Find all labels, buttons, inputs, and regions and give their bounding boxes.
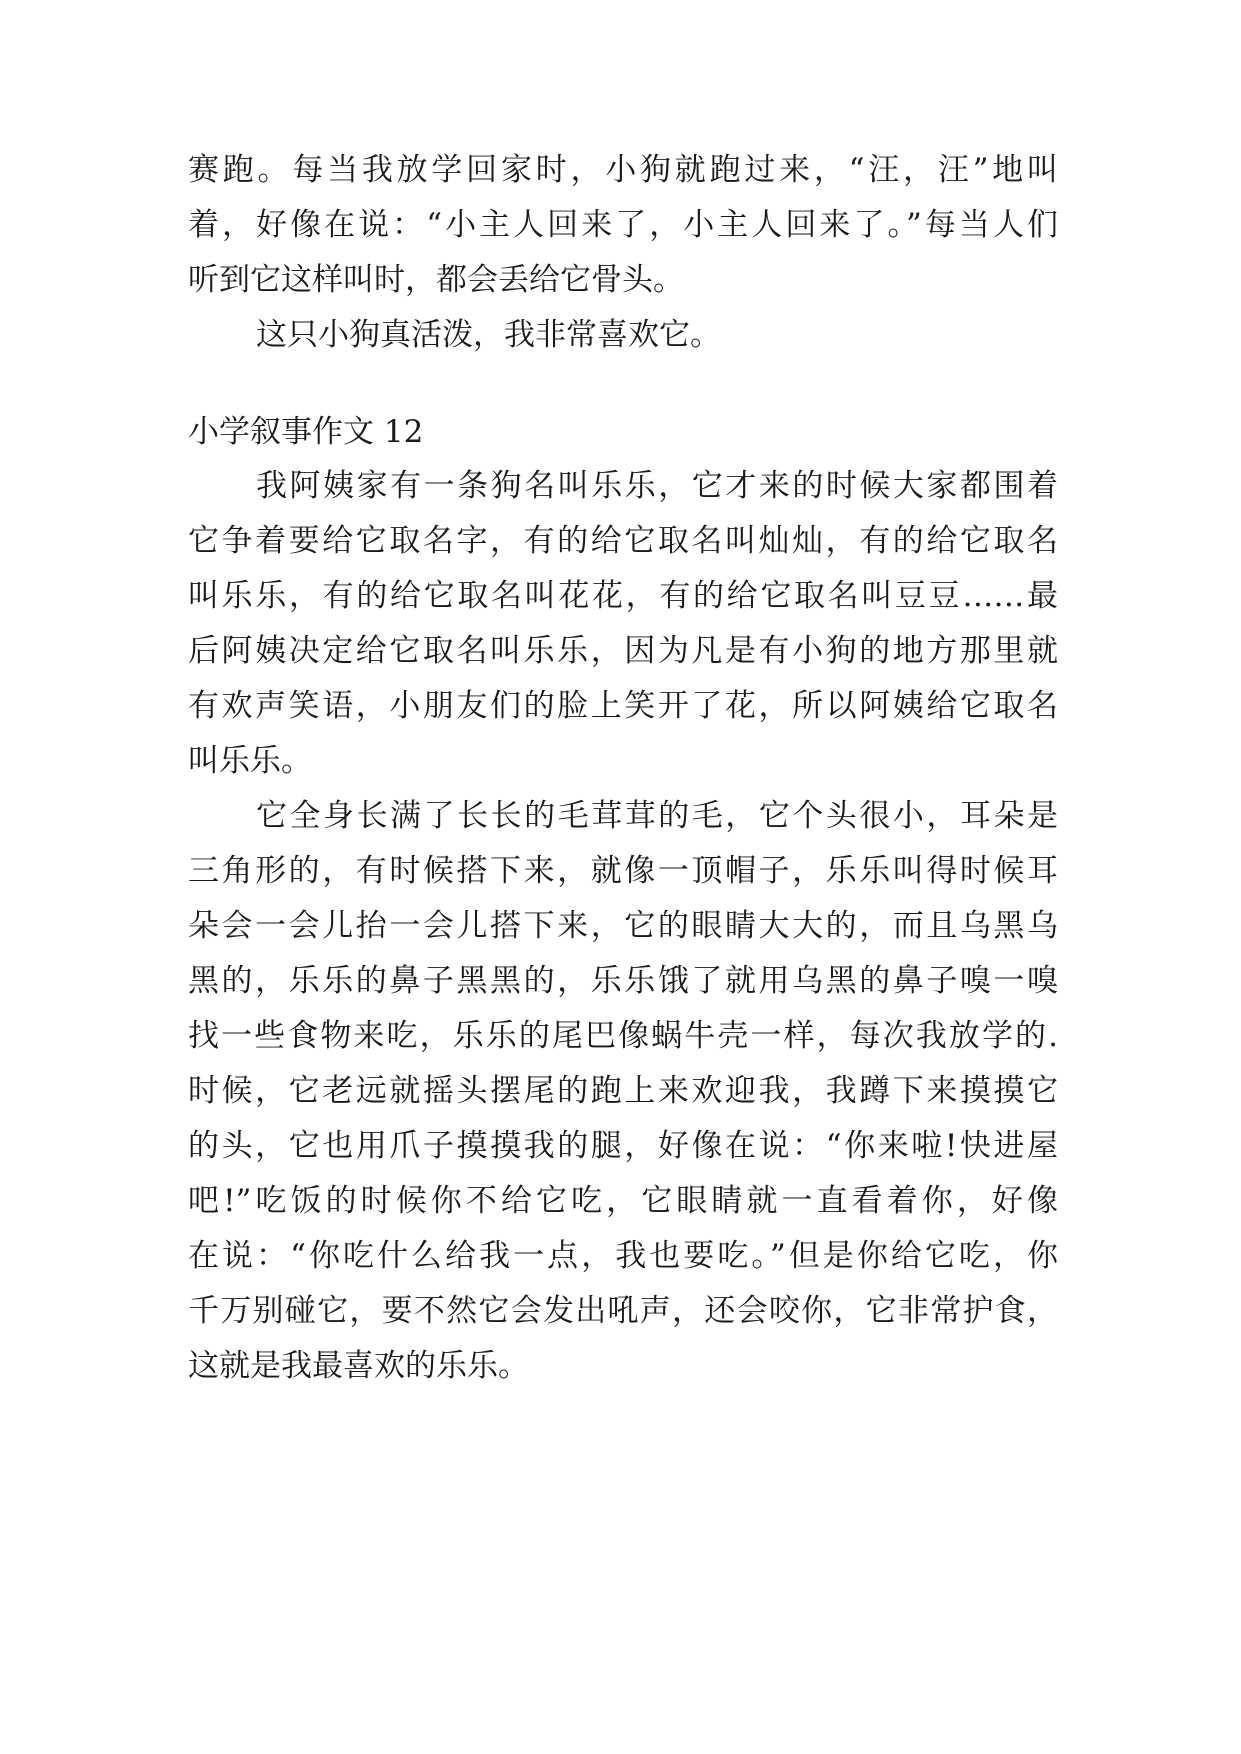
section-title: 小学叙事作文 12 [188, 414, 424, 450]
para2-line-9: 在说：“你吃什么给我一点，我也要吃。”但是你给它吃，你 [188, 1238, 1058, 1274]
para2-line-4: 黑的，乐乐的鼻子黑黑的，乐乐饿了就用乌黑的鼻子嗅一嗅 [188, 963, 1058, 999]
para1-line-3: 叫乐乐，有的给它取名叫花花，有的给它取名叫豆豆……最 [188, 578, 1058, 614]
intro-line-3: 听到它这样叫时，都会丢给它骨头。 [188, 262, 684, 298]
intro-line-1: 赛跑。每当我放学回家时，小狗就跑过来，“汪，汪”地叫 [188, 152, 1058, 188]
para2-line-2: 三角形的，有时候搭下来，就像一顶帽子，乐乐叫得时候耳 [188, 853, 1058, 889]
para1-line-4: 后阿姨决定给它取名叫乐乐，因为凡是有小狗的地方那里就 [188, 633, 1058, 669]
intro-line-2: 着，好像在说：“小主人回来了，小主人回来了。”每当人们 [188, 207, 1058, 243]
para1-line-1: 我阿姨家有一条狗名叫乐乐，它才来的时候大家都围着 [256, 468, 1058, 504]
para2-line-7: 的头，它也用爪子摸摸我的腿，好像在说：“你来啦!快进屋 [188, 1128, 1058, 1164]
para2-line-11: 这就是我最喜欢的乐乐。 [188, 1348, 529, 1384]
para1-line-2: 它争着要给它取名字，有的给它取名叫灿灿，有的给它取名 [188, 523, 1058, 559]
para2-line-8: 吧!”吃饭的时候你不给它吃，它眼睛就一直看着你，好像 [188, 1183, 1058, 1219]
para1-line-5: 有欢声笑语，小朋友们的脸上笑开了花，所以阿姨给它取名 [188, 688, 1058, 724]
para2-line-10: 千万别碰它，要不然它会发出吼声，还会咬你，它非常护食， [188, 1293, 1058, 1329]
para2-line-6: 时候，它老远就摇头摆尾的跑上来欢迎我，我蹲下来摸摸它 [188, 1073, 1058, 1109]
para2-line-1: 它全身长满了长长的毛茸茸的毛，它个头很小，耳朵是 [256, 798, 1058, 834]
intro-closing: 这只小狗真活泼，我非常喜欢它。 [256, 317, 721, 353]
para1-line-6: 叫乐乐。 [188, 743, 312, 779]
para2-line-3: 朵会一会儿抬一会儿搭下来，它的眼睛大大的，而且乌黑乌 [188, 908, 1058, 944]
para2-line-5: 找一些食物来吃，乐乐的尾巴像蜗牛壳一样，每次我放学的. [188, 1018, 1058, 1054]
